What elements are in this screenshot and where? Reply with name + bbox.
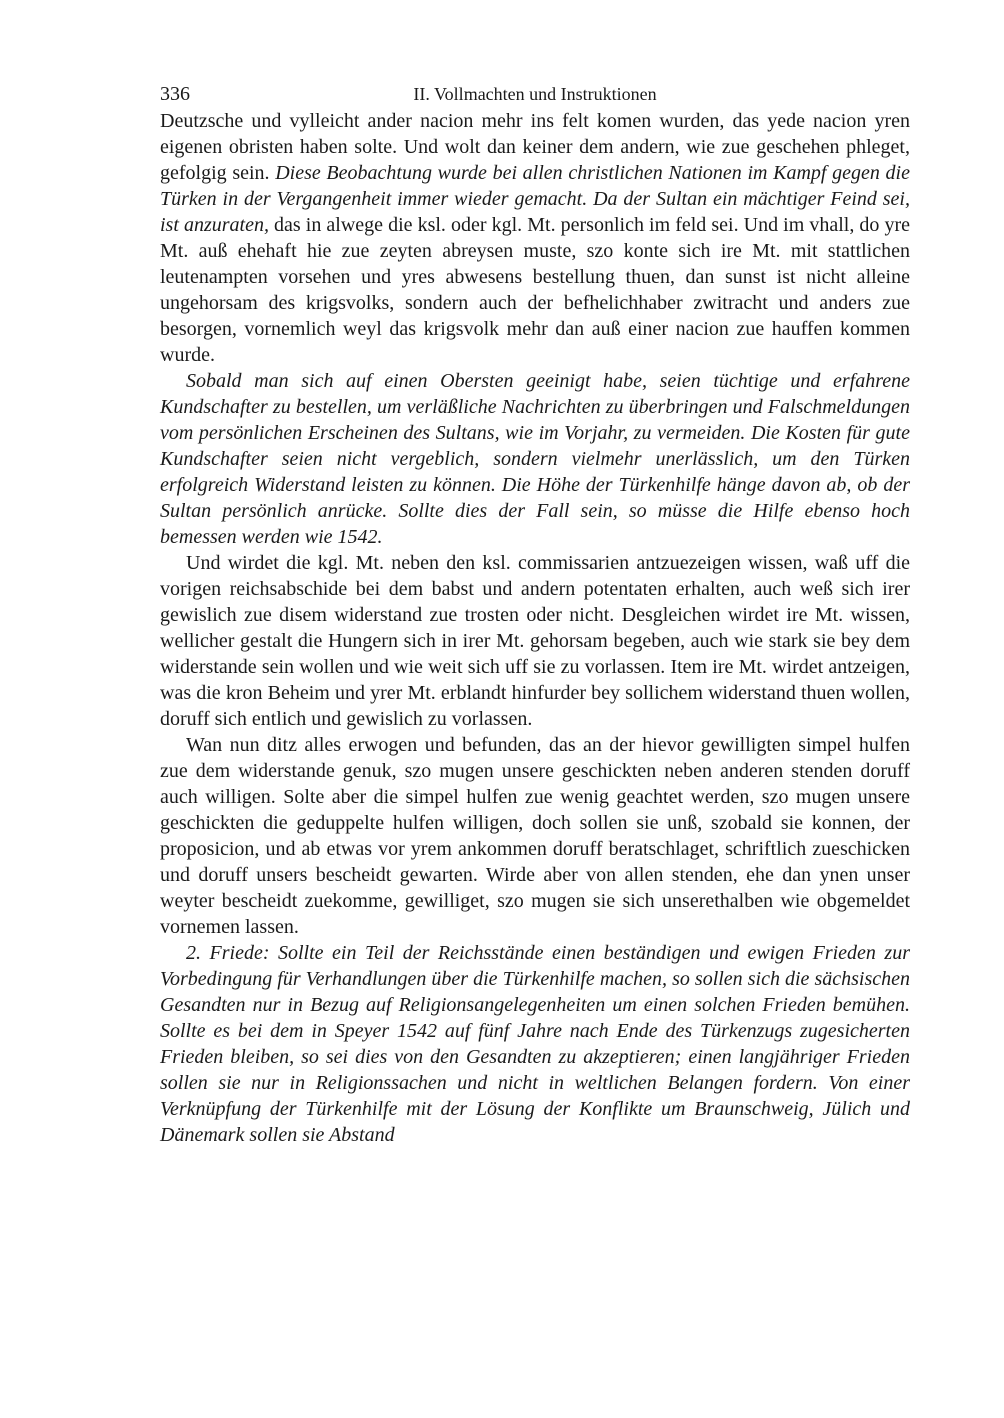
book-page [160, 80, 910, 1148]
body-text [160, 108, 910, 1148]
paragraph-4 [160, 732, 910, 940]
page-number: 336 [160, 83, 190, 105]
page-header [160, 80, 910, 108]
paragraph-1 [160, 108, 910, 368]
italic-segment: 2. Friede: Sollte ein Teil der Reichsstände einen beständigen und ewigen Frieden zur Vorbedingung für Verhandlungen über die Türkenhilfe machen, so sollen sich die sächsischen Gesandten nur in Bezug auf Religionsangelegenheiten um einen solchen Frieden bemühen. Sollte es bei dem in Speyer 1542 auf fünf Jahre nach Ende des Türkenzugs zugesicherten Frieden bleiben, so sei dies von den Gesandten zu akzeptieren; einen langjähriger Frieden sollen sie nur in Religionssachen und nicht in weltlichen Belangen fordern. Von einer Verknüpfung der Türkenhilfe mit der Lösung der Konflikte um Braunschweig, Jülich und Dänemark sollen sie Abstand [160, 942, 910, 1146]
paragraph-2 [160, 368, 910, 550]
italic-segment: Diese Beobachtung wurde bei allen christlichen Nationen im Kampf gegen die Türken in der Vergangenheit immer wieder gemacht. Da der Sultan ein mächtiger Feind sei, ist anzuraten, [160, 162, 910, 236]
paragraph-3 [160, 550, 910, 732]
italic-segment: Sobald man sich auf einen Obersten geeinigt habe, seien tüchtige und erfahrene Kundschafter zu bestellen, um verläßliche Nachrichten zu überbringen und Falschmeldungen vom persönlichen Erscheinen des Sultans, wie im Vorjahr, zu vermeiden. Die Kosten für gute Kundschafter seien nicht vergeblich, sondern vielmehr unerlässlich, um den Türken erfolgreich Widerstand leisten zu können. Die Höhe der Türkenhilfe hänge davon ab, ob der Sultan persönlich anrücke. Sollte dies der Fall sein, so müsse die Hilfe ebenso hoch bemessen werden wie 1542. [160, 370, 910, 548]
text-segment: Wan nun ditz alles erwogen und befunden, das an der hievor gewilligten simpel hulfen zue dem widerstande genuk, szo mugen unsere geschickten neben anderen stenden doruff auch willigen. Solte aber die simpel hulfen zue wenig geachtet werden, szo mugen unsere geschickten die geduppelte hulfen willigen, doch sollen sie unß, szobald sie konnen, der proposicion, und ab etwas vor yrem ankommen doruff beratschlaget, schriftlich zueschicken und doruff unsers bescheidt gewarten. Wirde aber von allen stenden, ehe dan ynen unser weyter bescheidt zuekomme, gewilliget, szo mugen sie sich unserethalben wie obgemeldet vornemen lassen. [160, 734, 910, 938]
text-segment: Deutzsche und vylleicht ander nacion mehr ins felt komen wurden, das yede nacion yren eigenen obristen haben solte. Und wolt dan keiner dem andern, wie zue geschehen phleget, gefolgig sein. [160, 110, 910, 184]
paragraph-5 [160, 940, 910, 1148]
running-title: II. Vollmachten und Instruktionen [413, 84, 657, 104]
text-segment: das in alwege die ksl. oder kgl. Mt. personlich im feld sei. Und im vhall, do yre Mt. auß ehehaft hie zue zeyten abreysen muste, szo konte sich ire Mt. mit stattlichen leutenampten vorsehen und yres abwesens bestellung thuen, dan sunst ist nicht alleine ungehorsam des krigsvolks, sondern auch der befhelichhaber zwitracht und anders zue besorgen, vornemlich weyl das krigsvolk mehr dan auß einer nacion zue hauffen kommen wurde. [160, 214, 910, 366]
text-segment: Und wirdet die kgl. Mt. neben den ksl. commissarien antzuezeigen wissen, waß uff die vorigen reichsabschide bei dem babst und andern potentaten erhalten, auch weß sich irer gewislich zue disem widerstand zue trosten oder nicht. Desgleichen wirdet ire Mt. wissen, wellicher gestalt die Hungern sich in irer Mt. gehorsam begeben, auch wie stark sie bey dem widerstande sein wollen und wie weit sich uff sie zu vorlassen. Item ire Mt. wirdet antzeigen, was die kron Beheim und yrer Mt. erblandt hinfurder bey sollichem widerstand thuen wollen, doruff sich entlich und gewislich zu vorlassen. [160, 552, 910, 730]
